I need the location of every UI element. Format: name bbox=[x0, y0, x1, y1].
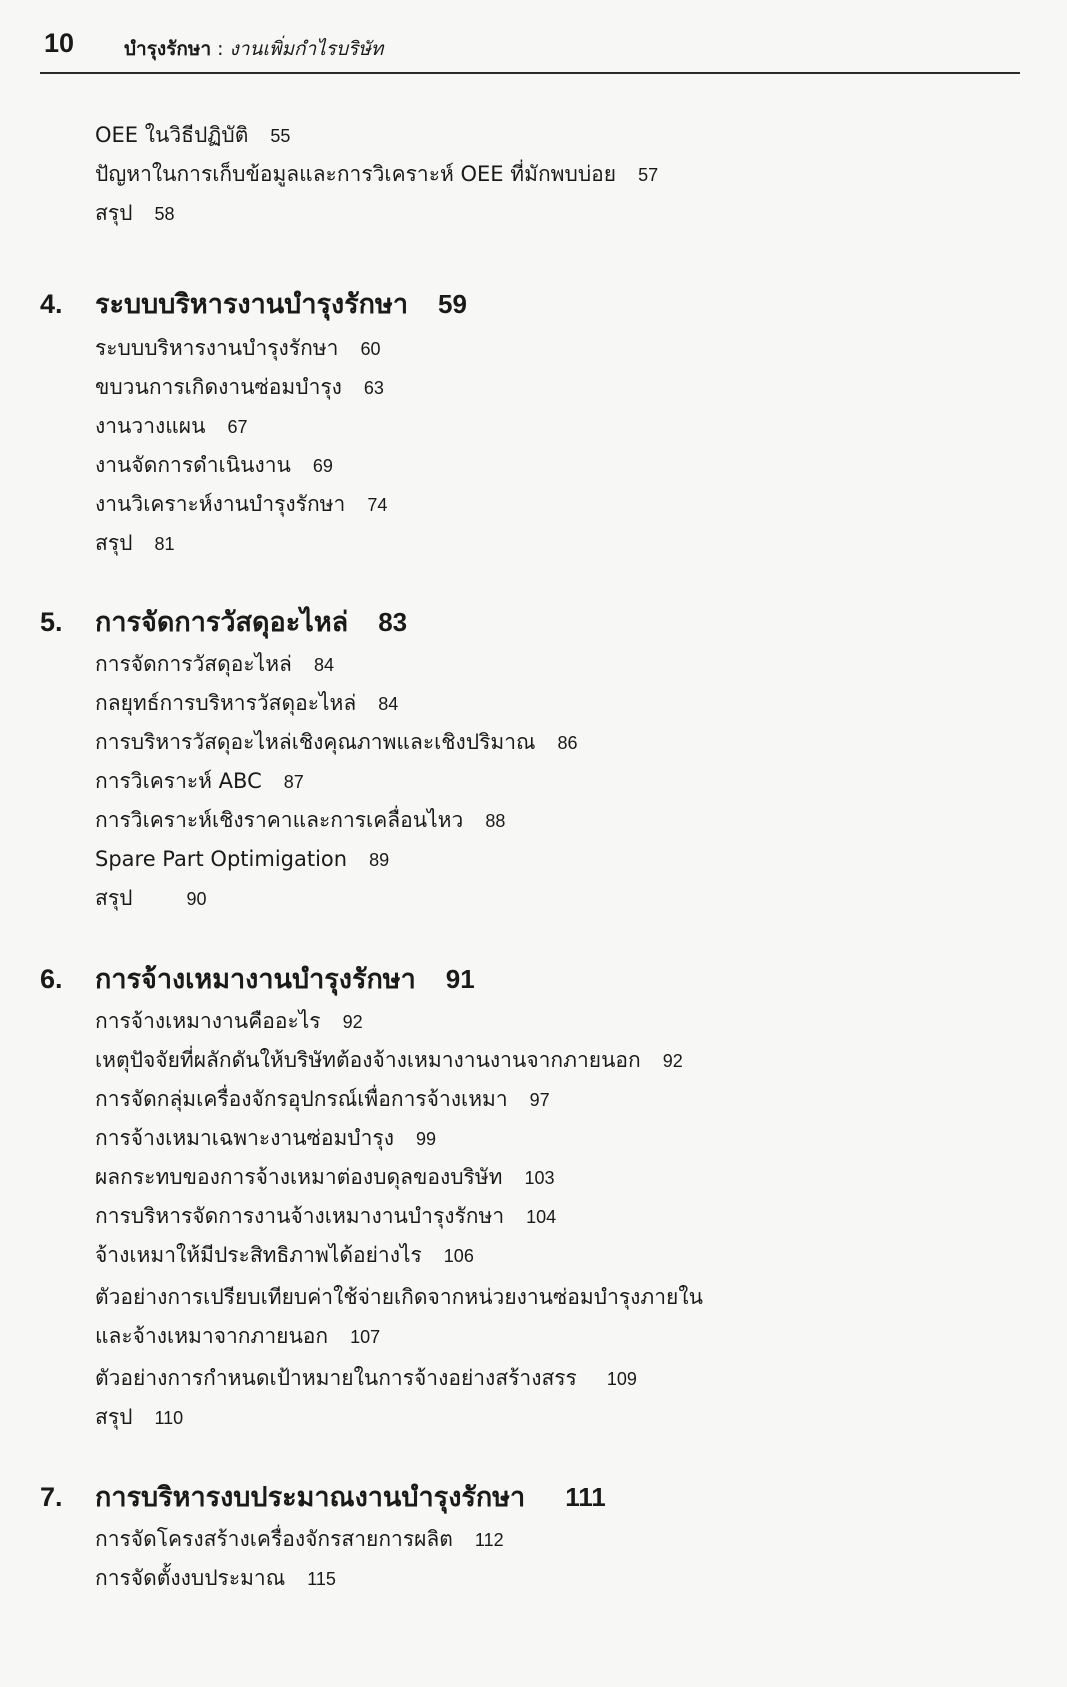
entry-page: 109 bbox=[606, 1369, 637, 1389]
entry-page: 81 bbox=[154, 534, 175, 554]
toc-entry bbox=[95, 199, 174, 228]
entry-title: สรุป bbox=[95, 1405, 133, 1429]
entry-title: การจ้างเหมางานคืออะไร bbox=[95, 1009, 321, 1033]
entry-page: 92 bbox=[342, 1012, 363, 1032]
toc-entry bbox=[95, 1163, 555, 1192]
entry-title: ขบวนการเกิดงานซ่อมบำรุง bbox=[95, 375, 342, 399]
entry-page: 57 bbox=[638, 165, 659, 185]
entry-page: 90 bbox=[186, 889, 207, 909]
entry-title: การวิเคราะห์ ABC bbox=[95, 769, 262, 793]
toc-entry bbox=[95, 121, 290, 150]
chapter-title: การบริหารงบประมาณงานบำรุงรักษา bbox=[95, 1482, 526, 1513]
toc-entry bbox=[95, 1124, 436, 1153]
toc-entry bbox=[95, 412, 247, 441]
entry-title: การจัดโครงสร้างเครื่องจักรสายการผลิต bbox=[95, 1527, 453, 1551]
chapter-page: 83 bbox=[378, 607, 408, 637]
entry-title: สรุป bbox=[95, 531, 133, 555]
toc-entry bbox=[95, 884, 206, 913]
entry-page: 92 bbox=[662, 1051, 683, 1071]
entry-title: ตัวอย่างการเปรียบเทียบค่าใช้จ่ายเกิดจากหน่วยงานซ่อมบำรุงภายใน bbox=[95, 1285, 703, 1309]
toc-entry bbox=[95, 650, 334, 679]
chapter-heading bbox=[40, 1480, 606, 1515]
toc-entry bbox=[95, 767, 304, 796]
chapter-page: 59 bbox=[437, 289, 467, 319]
header-rule bbox=[40, 72, 1020, 74]
entry-title: ผลกระทบของการจ้างเหมาต่องบดุลของบริษัท bbox=[95, 1165, 503, 1189]
toc-entry bbox=[95, 1202, 556, 1231]
entry-page: 86 bbox=[557, 733, 578, 753]
toc-entry bbox=[95, 373, 384, 402]
entry-title: การจัดกลุ่มเครื่องจักรอุปกรณ์เพื่อการจ้างเหมา bbox=[95, 1087, 508, 1111]
book-subtitle: งานเพิ่มกำไรบริษัท bbox=[229, 38, 384, 60]
chapter-title: การจ้างเหมางานบำรุงรักษา bbox=[95, 964, 416, 995]
chapter-number: 4. bbox=[40, 289, 63, 319]
toc-entry bbox=[95, 845, 389, 874]
toc-entry bbox=[95, 728, 578, 757]
header-title bbox=[124, 34, 383, 64]
entry-title: สรุป bbox=[95, 201, 133, 225]
entry-page: 67 bbox=[227, 417, 248, 437]
entry-title: สรุป bbox=[95, 886, 133, 910]
entry-title: Spare Part Optimigation bbox=[95, 847, 348, 871]
entry-title: ระบบบริหารงานบำรุงรักษา bbox=[95, 336, 339, 360]
entry-title: การจัดการวัสดุอะไหล่ bbox=[95, 652, 292, 676]
chapter-number: 5. bbox=[40, 607, 63, 637]
entry-page: 103 bbox=[524, 1168, 555, 1188]
entry-page: 104 bbox=[526, 1207, 557, 1227]
toc-entry bbox=[95, 1046, 683, 1075]
entry-title: กลยุทธ์การบริหารวัสดุอะไหล่ bbox=[95, 691, 357, 715]
entry-title: ตัวอย่างการกำหนดเป้าหมายในการจ้างอย่างสร้างสรร bbox=[95, 1366, 577, 1390]
chapter-number: 6. bbox=[40, 964, 63, 994]
entry-title: การจ้างเหมาเฉพาะงานซ่อมบำรุง bbox=[95, 1126, 394, 1150]
toc-entry-continued bbox=[95, 1322, 380, 1351]
chapter-page: 111 bbox=[565, 1482, 606, 1512]
chapter-number: 7. bbox=[40, 1482, 63, 1512]
toc-entry bbox=[95, 1007, 363, 1036]
entry-page: 84 bbox=[378, 694, 399, 714]
toc-entry bbox=[95, 160, 658, 189]
entry-page: 84 bbox=[313, 655, 334, 675]
toc-entry bbox=[95, 1085, 550, 1114]
toc-entry bbox=[95, 806, 505, 835]
entry-title: OEE ในวิธีปฏิบัติ bbox=[95, 123, 249, 147]
toc-entry bbox=[95, 1403, 183, 1432]
entry-page: 69 bbox=[312, 456, 333, 476]
entry-title: การบริหารวัสดุอะไหล่เชิงคุณภาพและเชิงปริมาณ bbox=[95, 730, 536, 754]
entry-title: จ้างเหมาให้มีประสิทธิภาพได้อย่างไร bbox=[95, 1243, 422, 1267]
entry-page: 97 bbox=[529, 1090, 550, 1110]
chapter-heading bbox=[40, 287, 467, 322]
toc-entry bbox=[95, 451, 333, 480]
entry-page: 110 bbox=[154, 1408, 184, 1428]
toc-entry bbox=[95, 1364, 637, 1393]
entry-page: 74 bbox=[367, 495, 388, 515]
toc-entry bbox=[95, 1564, 336, 1593]
entry-page: 112 bbox=[474, 1530, 504, 1550]
entry-title: งานวิเคราะห์งานบำรุงรักษา bbox=[95, 492, 346, 516]
entry-page: 88 bbox=[485, 811, 506, 831]
page-number: 10 bbox=[44, 28, 75, 58]
chapter-page: 91 bbox=[445, 964, 475, 994]
chapter-title: การจัดการวัสดุอะไหล่ bbox=[95, 607, 349, 638]
entry-title-continued: และจ้างเหมาจากภายนอก bbox=[95, 1324, 329, 1348]
entry-title: การวิเคราะห์เชิงราคาและการเคลื่อนไหว bbox=[95, 808, 464, 832]
chapter-title: ระบบบริหารงานบำรุงรักษา bbox=[95, 289, 408, 320]
entry-title: การจัดตั้งงบประมาณ bbox=[95, 1566, 286, 1590]
entry-title: ปัญหาในการเก็บข้อมูลและการวิเคราะห์ OEE ที่มักพบบ่อย bbox=[95, 162, 617, 186]
toc-entry bbox=[95, 1241, 474, 1270]
entry-page: 89 bbox=[369, 850, 390, 870]
toc-entry bbox=[95, 334, 380, 363]
entry-page: 106 bbox=[443, 1246, 474, 1266]
chapter-heading bbox=[40, 962, 475, 997]
toc-entry bbox=[95, 529, 174, 558]
toc-entry bbox=[95, 1525, 504, 1554]
running-header bbox=[40, 26, 1020, 70]
entry-title: เหตุปัจจัยที่ผลักดันให้บริษัทต้องจ้างเหมางานงานจากภายนอก bbox=[95, 1048, 641, 1072]
entry-page: 107 bbox=[350, 1327, 381, 1347]
entry-page: 99 bbox=[415, 1129, 436, 1149]
entry-title: การบริหารจัดการงานจ้างเหมางานบำรุงรักษา bbox=[95, 1204, 505, 1228]
chapter-heading bbox=[40, 605, 407, 640]
entry-page: 60 bbox=[360, 339, 381, 359]
book-title: บำรุงรักษา bbox=[124, 38, 212, 60]
entry-title: งานวางแผน bbox=[95, 414, 206, 438]
entry-title: งานจัดการดำเนินงาน bbox=[95, 453, 291, 477]
toc-entry bbox=[95, 689, 398, 718]
entry-page: 58 bbox=[154, 204, 175, 224]
toc-entry bbox=[95, 1283, 703, 1311]
entry-page: 55 bbox=[270, 126, 291, 146]
toc-entry bbox=[95, 490, 387, 519]
entry-page: 63 bbox=[363, 378, 384, 398]
header-separator: : bbox=[217, 38, 224, 60]
entry-page: 115 bbox=[307, 1569, 336, 1589]
entry-page: 87 bbox=[283, 772, 304, 792]
